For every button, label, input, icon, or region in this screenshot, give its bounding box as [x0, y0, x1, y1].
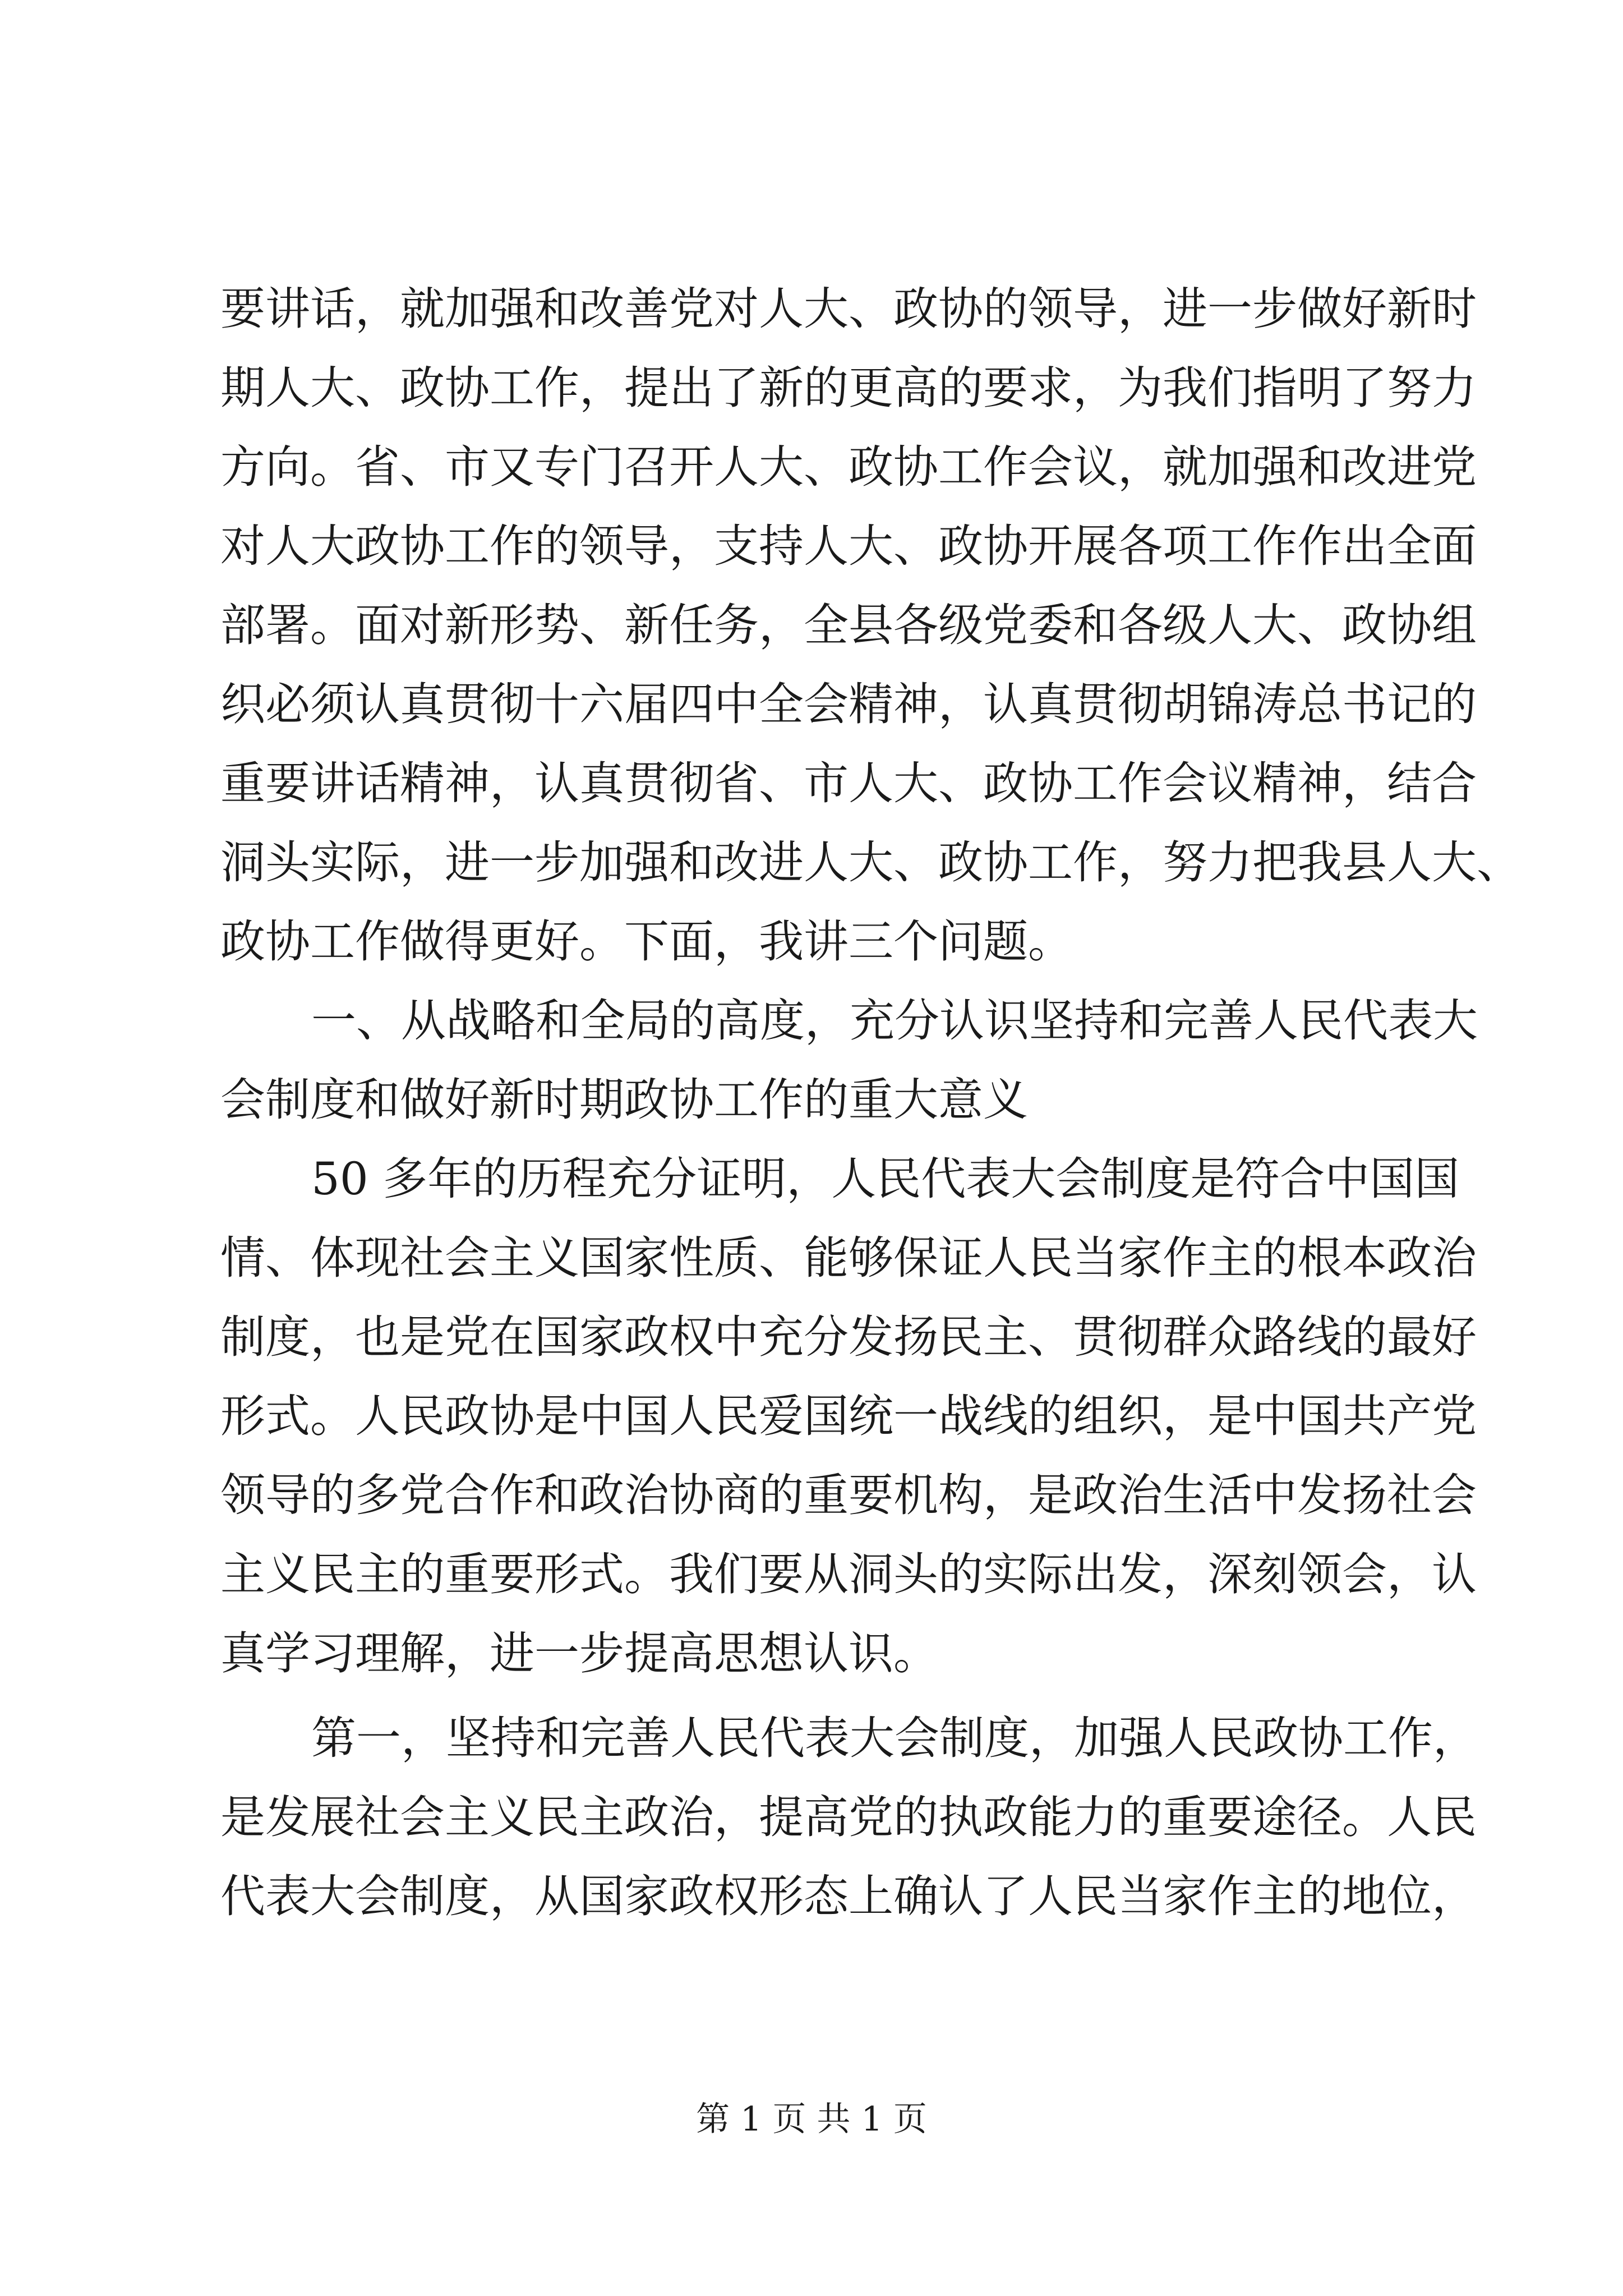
text-line: 对人大政协工作的领导，支持人大、政协开展各项工作作出全面 [220, 520, 1477, 572]
text-line: 情、体现社会主义国家性质、能够保证人民当家作主的根本政治 [220, 1232, 1477, 1284]
text-line: 部署。面对新形势、新任务，全县各级党委和各级人大、政协组 [220, 599, 1477, 651]
text-line: 主义民主的重要形式。我们要从洞头的实际出发，深刻领会，认 [220, 1548, 1477, 1600]
text-line: 方向。省、市又专门召开人大、政协工作会议，就加强和改进党 [220, 441, 1477, 493]
text-line: 形式。人民政协是中国人民爱国统一战线的组织，是中国共产党 [220, 1390, 1477, 1442]
text-line: 织必须认真贯彻十六届四中全会精神，认真贯彻胡锦涛总书记的 [220, 678, 1477, 730]
text-line: 是发展社会主义民主政治，提高党的执政能力的重要途径。人民 [220, 1791, 1477, 1843]
text-line: 代表大会制度，从国家政权形态上确认了人民当家作主的地位， [220, 1870, 1477, 1922]
text-line: 期人大、政协工作，提出了新的更高的要求，为我们指明了努力 [220, 362, 1477, 414]
page-number-footer: 第 1 页 共 1 页 [696, 2100, 927, 2139]
document-body [220, 269, 1521, 1936]
text-line: 真学习理解，进一步提高思想认识。 [220, 1627, 938, 1680]
text-line: 第一，坚持和完善人民代表大会制度，加强人民政协工作， [311, 1712, 1478, 1764]
section-heading-line: 一、从战略和全局的高度，充分认识坚持和完善人民代表大 [311, 995, 1478, 1047]
text-line: 制度，也是党在国家政权中充分发扬民主、贯彻群众路线的最好 [220, 1311, 1477, 1363]
text-line: 50 多年的历程充分证明，人民代表大会制度是符合中国国 [311, 1153, 1460, 1205]
text-line: 重要讲话精神，认真贯彻省、市人大、政协工作会议精神，结合 [220, 757, 1477, 809]
text-line: 领导的多党合作和政治协商的重要机构，是政治生活中发扬社会 [220, 1469, 1477, 1521]
text-line: 要讲话，就加强和改善党对人大、政协的领导，进一步做好新时 [220, 283, 1477, 335]
section-heading-line: 会制度和做好新时期政协工作的重大意义 [220, 1074, 1028, 1126]
text-line: 洞头实际，进一步加强和改进人大、政协工作，努力把我县人大、 [220, 836, 1521, 889]
text-line: 政协工作做得更好。下面，我讲三个问题。 [220, 915, 1073, 968]
